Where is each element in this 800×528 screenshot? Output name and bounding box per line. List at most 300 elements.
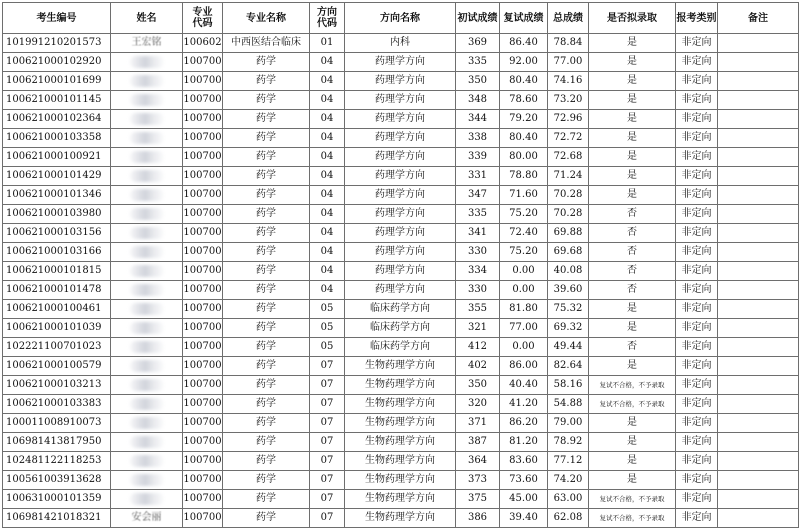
header-total-score: 总成绩 — [548, 3, 589, 34]
cell-exam-id: 100621000103156 — [3, 224, 111, 243]
cell-category: 非定向 — [676, 338, 718, 357]
table-row — [3, 395, 799, 414]
cell-major-code: 100700 — [183, 376, 223, 395]
name-blur-mask — [130, 436, 164, 448]
cell-initial-score: 334 — [456, 262, 500, 281]
cell-remark — [718, 148, 799, 167]
cell-initial-score: 335 — [456, 53, 500, 72]
cell-initial-score: 344 — [456, 110, 500, 129]
cell-initial-score: 402 — [456, 357, 500, 376]
redacted-name — [130, 129, 164, 147]
cell-initial-score: 355 — [456, 300, 500, 319]
cell-retest-score: 77.00 — [500, 319, 548, 338]
table-row — [3, 300, 799, 319]
cell-direction-name: 临床药学方向 — [345, 338, 456, 357]
cell-remark — [718, 91, 799, 110]
cell-major-code: 100700 — [183, 509, 223, 528]
cell-admit: 否 — [589, 224, 676, 243]
cell-total-score: 74.20 — [548, 471, 589, 490]
cell-remark — [718, 186, 799, 205]
cell-total-score: 70.28 — [548, 186, 589, 205]
cell-major-name: 药学 — [223, 129, 310, 148]
cell-retest-score: 73.60 — [500, 471, 548, 490]
cell-major-code: 100700 — [183, 224, 223, 243]
redacted-name — [130, 414, 164, 432]
cell-retest-score: 78.80 — [500, 167, 548, 186]
header-exam-id: 考生编号 — [3, 3, 111, 34]
cell-exam-id: 100621000101815 — [3, 262, 111, 281]
cell-direction-code: 04 — [310, 205, 345, 224]
cell-retest-score: 79.20 — [500, 110, 548, 129]
header-direction-code: 方向 代码 — [310, 3, 345, 34]
cell-major-code: 100602 — [183, 34, 223, 53]
cell-direction-code: 07 — [310, 357, 345, 376]
header-category: 报考类别 — [676, 3, 718, 34]
cell-admit: 是 — [589, 34, 676, 53]
cell-major-code: 100700 — [183, 281, 223, 300]
cell-direction-name: 药理学方向 — [345, 167, 456, 186]
redacted-name — [130, 395, 164, 413]
cell-total-score: 82.64 — [548, 357, 589, 376]
name-blur-mask — [130, 151, 164, 163]
cell-admit: 复试不合格，不予录取 — [589, 395, 676, 414]
cell-admit: 是 — [589, 186, 676, 205]
cell-name — [111, 243, 183, 262]
cell-retest-score: 75.20 — [500, 205, 548, 224]
cell-major-code: 100700 — [183, 205, 223, 224]
table-row — [3, 186, 799, 205]
cell-admit: 是 — [589, 319, 676, 338]
table-row — [3, 357, 799, 376]
cell-category: 非定向 — [676, 262, 718, 281]
cell-remark — [718, 72, 799, 91]
header-major-name: 专业名称 — [223, 3, 310, 34]
cell-major-name: 药学 — [223, 357, 310, 376]
cell-admit: 是 — [589, 110, 676, 129]
cell-direction-code: 04 — [310, 262, 345, 281]
cell-exam-id: 106981421018321 — [3, 509, 111, 528]
cell-direction-name: 生物药理学方向 — [345, 376, 456, 395]
cell-direction-name: 临床药学方向 — [345, 300, 456, 319]
cell-category: 非定向 — [676, 433, 718, 452]
cell-total-score: 62.08 — [548, 509, 589, 528]
cell-initial-score: 330 — [456, 281, 500, 300]
cell-name — [111, 91, 183, 110]
cell-direction-name: 内科 — [345, 34, 456, 53]
cell-direction-code: 04 — [310, 129, 345, 148]
cell-exam-id: 100631000101359 — [3, 490, 111, 509]
cell-total-score: 72.68 — [548, 148, 589, 167]
cell-direction-name: 生物药理学方向 — [345, 414, 456, 433]
cell-remark — [718, 205, 799, 224]
cell-name — [111, 433, 183, 452]
cell-retest-score: 86.20 — [500, 414, 548, 433]
cell-category: 非定向 — [676, 72, 718, 91]
cell-exam-id: 100621000103383 — [3, 395, 111, 414]
cell-major-code: 100700 — [183, 262, 223, 281]
cell-remark — [718, 34, 799, 53]
cell-major-name: 药学 — [223, 509, 310, 528]
cell-total-score: 77.12 — [548, 452, 589, 471]
cell-major-code: 100700 — [183, 91, 223, 110]
cell-retest-score: 40.40 — [500, 376, 548, 395]
cell-category: 非定向 — [676, 357, 718, 376]
name-blur-mask — [130, 398, 164, 410]
cell-retest-score: 81.20 — [500, 433, 548, 452]
cell-major-code: 100700 — [183, 338, 223, 357]
cell-remark — [718, 243, 799, 262]
redacted-name — [130, 110, 164, 128]
cell-major-name: 药学 — [223, 110, 310, 129]
cell-direction-code: 04 — [310, 186, 345, 205]
cell-retest-score: 75.20 — [500, 243, 548, 262]
cell-direction-name: 药理学方向 — [345, 262, 456, 281]
cell-name — [111, 376, 183, 395]
cell-major-name: 中西医结合临床 — [223, 34, 310, 53]
table-body — [3, 34, 799, 528]
cell-name — [111, 148, 183, 167]
cell-direction-name: 药理学方向 — [345, 148, 456, 167]
name-blur-mask — [130, 341, 164, 353]
cell-major-code: 100700 — [183, 186, 223, 205]
cell-initial-score: 350 — [456, 72, 500, 91]
header-direction-name: 方向名称 — [345, 3, 456, 34]
cell-exam-id: 102481122118253 — [3, 452, 111, 471]
table-row — [3, 376, 799, 395]
name-blur-mask — [130, 56, 164, 68]
cell-total-score: 70.28 — [548, 205, 589, 224]
admission-table — [2, 2, 799, 528]
cell-direction-name: 药理学方向 — [345, 243, 456, 262]
header-name: 姓名 — [111, 3, 183, 34]
table-row — [3, 148, 799, 167]
cell-admit: 否 — [589, 281, 676, 300]
cell-admit: 是 — [589, 357, 676, 376]
cell-remark — [718, 357, 799, 376]
cell-category: 非定向 — [676, 91, 718, 110]
cell-direction-code: 05 — [310, 300, 345, 319]
cell-remark — [718, 129, 799, 148]
table-row — [3, 338, 799, 357]
cell-major-code: 100700 — [183, 110, 223, 129]
redacted-name — [130, 262, 164, 280]
cell-exam-id: 100621000101478 — [3, 281, 111, 300]
cell-direction-name: 生物药理学方向 — [345, 471, 456, 490]
cell-major-name: 药学 — [223, 224, 310, 243]
redacted-name — [130, 224, 164, 242]
name-blur-mask — [130, 474, 164, 486]
cell-major-name: 药学 — [223, 281, 310, 300]
name-blur-mask — [130, 379, 164, 391]
cell-initial-score: 335 — [456, 205, 500, 224]
table-row — [3, 471, 799, 490]
cell-direction-name: 临床药学方向 — [345, 319, 456, 338]
cell-direction-name: 药理学方向 — [345, 110, 456, 129]
cell-category: 非定向 — [676, 53, 718, 72]
cell-exam-id: 100621000101699 — [3, 72, 111, 91]
cell-major-name: 药学 — [223, 148, 310, 167]
cell-retest-score: 0.00 — [500, 262, 548, 281]
table-row — [3, 490, 799, 509]
table-row — [3, 129, 799, 148]
cell-initial-score: 348 — [456, 91, 500, 110]
cell-direction-code: 07 — [310, 490, 345, 509]
name-blur-mask — [130, 113, 164, 125]
cell-major-code: 100700 — [183, 395, 223, 414]
cell-exam-id: 102221100701023 — [3, 338, 111, 357]
table-row — [3, 433, 799, 452]
cell-admit: 是 — [589, 148, 676, 167]
cell-retest-score: 45.00 — [500, 490, 548, 509]
cell-category: 非定向 — [676, 167, 718, 186]
cell-name — [111, 110, 183, 129]
cell-admit: 是 — [589, 53, 676, 72]
header-retest-score: 复试成绩 — [500, 3, 548, 34]
redacted-name — [130, 319, 164, 337]
name-blur-mask — [130, 94, 164, 106]
cell-initial-score: 371 — [456, 414, 500, 433]
cell-direction-code: 04 — [310, 53, 345, 72]
cell-initial-score: 350 — [456, 376, 500, 395]
cell-major-name: 药学 — [223, 300, 310, 319]
table-row — [3, 452, 799, 471]
cell-direction-code: 04 — [310, 91, 345, 110]
cell-category: 非定向 — [676, 110, 718, 129]
cell-total-score: 40.08 — [548, 262, 589, 281]
cell-direction-name: 药理学方向 — [345, 72, 456, 91]
cell-total-score: 77.00 — [548, 53, 589, 72]
cell-initial-score: 369 — [456, 34, 500, 53]
cell-major-name: 药学 — [223, 395, 310, 414]
cell-major-code: 100700 — [183, 414, 223, 433]
name-blur-mask — [130, 132, 164, 144]
cell-major-code: 100700 — [183, 357, 223, 376]
cell-major-name: 药学 — [223, 338, 310, 357]
cell-remark — [718, 167, 799, 186]
cell-major-code: 100700 — [183, 490, 223, 509]
cell-direction-code: 04 — [310, 72, 345, 91]
cell-major-code: 100700 — [183, 243, 223, 262]
cell-total-score: 71.24 — [548, 167, 589, 186]
cell-major-code: 100700 — [183, 53, 223, 72]
cell-major-name: 药学 — [223, 433, 310, 452]
redacted-name — [130, 357, 164, 375]
cell-direction-name: 生物药理学方向 — [345, 395, 456, 414]
cell-category: 非定向 — [676, 471, 718, 490]
cell-admit: 否 — [589, 338, 676, 357]
cell-admit: 复试不合格，不予录取 — [589, 376, 676, 395]
cell-direction-name: 生物药理学方向 — [345, 357, 456, 376]
cell-category: 非定向 — [676, 34, 718, 53]
cell-retest-score: 81.80 — [500, 300, 548, 319]
cell-exam-id: 100621000101346 — [3, 186, 111, 205]
redacted-name — [130, 72, 164, 90]
name-blur-mask — [130, 322, 164, 334]
cell-direction-code: 04 — [310, 110, 345, 129]
cell-major-name: 药学 — [223, 167, 310, 186]
cell-major-name: 药学 — [223, 376, 310, 395]
cell-exam-id: 100621000101145 — [3, 91, 111, 110]
cell-total-score: 72.72 — [548, 129, 589, 148]
cell-direction-name: 药理学方向 — [345, 224, 456, 243]
table-row — [3, 34, 799, 53]
cell-exam-id: 100621000100461 — [3, 300, 111, 319]
cell-name — [111, 395, 183, 414]
table-row — [3, 72, 799, 91]
cell-remark — [718, 319, 799, 338]
cell-remark — [718, 452, 799, 471]
cell-remark — [718, 414, 799, 433]
redacted-name — [130, 91, 164, 109]
cell-total-score: 58.16 — [548, 376, 589, 395]
cell-category: 非定向 — [676, 205, 718, 224]
header-remark: 备注 — [718, 3, 799, 34]
cell-total-score: 69.32 — [548, 319, 589, 338]
cell-remark — [718, 376, 799, 395]
name-text: 安会丽 — [131, 512, 162, 523]
redacted-name — [130, 338, 164, 356]
cell-category: 非定向 — [676, 414, 718, 433]
cell-admit: 是 — [589, 414, 676, 433]
cell-total-score: 78.92 — [548, 433, 589, 452]
cell-initial-score: 338 — [456, 129, 500, 148]
cell-major-name: 药学 — [223, 72, 310, 91]
cell-direction-name: 药理学方向 — [345, 129, 456, 148]
cell-name — [111, 319, 183, 338]
name-blur-mask — [130, 284, 164, 296]
admission-results-sheet — [2, 2, 798, 522]
cell-remark — [718, 281, 799, 300]
cell-total-score: 74.16 — [548, 72, 589, 91]
cell-total-score: 49.44 — [548, 338, 589, 357]
table-row — [3, 262, 799, 281]
cell-remark — [718, 338, 799, 357]
name-blur-mask — [130, 246, 164, 258]
name-blur-mask — [130, 360, 164, 372]
cell-direction-name: 生物药理学方向 — [345, 452, 456, 471]
cell-initial-score: 341 — [456, 224, 500, 243]
cell-retest-score: 39.40 — [500, 509, 548, 528]
table-header — [3, 3, 799, 34]
table-row — [3, 281, 799, 300]
cell-exam-id: 100621000103358 — [3, 129, 111, 148]
cell-major-code: 100700 — [183, 471, 223, 490]
cell-major-name: 药学 — [223, 471, 310, 490]
cell-name — [111, 72, 183, 91]
cell-admit: 是 — [589, 129, 676, 148]
cell-name — [111, 300, 183, 319]
cell-direction-code: 07 — [310, 452, 345, 471]
cell-total-score: 75.32 — [548, 300, 589, 319]
cell-category: 非定向 — [676, 300, 718, 319]
cell-direction-code: 07 — [310, 395, 345, 414]
header-row — [3, 3, 799, 34]
cell-major-code: 100700 — [183, 433, 223, 452]
table-row — [3, 224, 799, 243]
cell-exam-id: 100621000103213 — [3, 376, 111, 395]
cell-direction-name: 药理学方向 — [345, 53, 456, 72]
cell-total-score: 63.00 — [548, 490, 589, 509]
cell-direction-code: 05 — [310, 338, 345, 357]
cell-remark — [718, 110, 799, 129]
cell-remark — [718, 224, 799, 243]
redacted-name — [130, 281, 164, 299]
cell-retest-score: 92.00 — [500, 53, 548, 72]
cell-retest-score: 80.00 — [500, 148, 548, 167]
cell-direction-code: 07 — [310, 471, 345, 490]
redacted-name — [130, 205, 164, 223]
cell-major-name: 药学 — [223, 91, 310, 110]
redacted-name — [130, 53, 164, 71]
cell-admit: 否 — [589, 262, 676, 281]
cell-major-name: 药学 — [223, 243, 310, 262]
cell-category: 非定向 — [676, 148, 718, 167]
cell-admit: 是 — [589, 91, 676, 110]
cell-initial-score: 321 — [456, 319, 500, 338]
cell-name — [111, 186, 183, 205]
table-row — [3, 110, 799, 129]
name-text: 王宏铭 — [131, 37, 162, 48]
cell-major-name: 药学 — [223, 53, 310, 72]
redacted-name — [130, 186, 164, 204]
cell-direction-code: 07 — [310, 376, 345, 395]
name-blur-mask — [130, 455, 164, 467]
cell-name — [111, 357, 183, 376]
cell-exam-id: 100621000103980 — [3, 205, 111, 224]
cell-total-score: 73.20 — [548, 91, 589, 110]
cell-major-code: 100700 — [183, 452, 223, 471]
table-row — [3, 243, 799, 262]
cell-exam-id: 100621000101429 — [3, 167, 111, 186]
cell-direction-code: 07 — [310, 509, 345, 528]
cell-direction-code: 07 — [310, 433, 345, 452]
cell-exam-id: 100621000102920 — [3, 53, 111, 72]
cell-admit: 是 — [589, 167, 676, 186]
cell-major-code: 100700 — [183, 167, 223, 186]
cell-initial-score: 375 — [456, 490, 500, 509]
cell-remark — [718, 471, 799, 490]
cell-major-code: 100700 — [183, 148, 223, 167]
cell-initial-score: 331 — [456, 167, 500, 186]
cell-direction-code: 04 — [310, 224, 345, 243]
cell-direction-name: 药理学方向 — [345, 186, 456, 205]
cell-exam-id: 100621000102364 — [3, 110, 111, 129]
cell-direction-code: 04 — [310, 167, 345, 186]
cell-category: 非定向 — [676, 490, 718, 509]
redacted-name — [130, 300, 164, 318]
name-blur-mask — [130, 189, 164, 201]
cell-category: 非定向 — [676, 186, 718, 205]
cell-direction-code: 04 — [310, 281, 345, 300]
redacted-name — [130, 490, 164, 508]
cell-retest-score: 80.40 — [500, 72, 548, 91]
cell-initial-score: 330 — [456, 243, 500, 262]
cell-name — [111, 224, 183, 243]
cell-admit: 是 — [589, 471, 676, 490]
table-row — [3, 319, 799, 338]
cell-category: 非定向 — [676, 319, 718, 338]
cell-initial-score: 412 — [456, 338, 500, 357]
name-blur-mask — [130, 493, 164, 505]
cell-admit: 是 — [589, 452, 676, 471]
cell-major-code: 100700 — [183, 300, 223, 319]
cell-direction-name: 生物药理学方向 — [345, 509, 456, 528]
cell-total-score: 39.60 — [548, 281, 589, 300]
name-blur-mask — [130, 170, 164, 182]
cell-exam-id: 100621000101039 — [3, 319, 111, 338]
cell-major-code: 100700 — [183, 72, 223, 91]
cell-name — [111, 34, 183, 53]
